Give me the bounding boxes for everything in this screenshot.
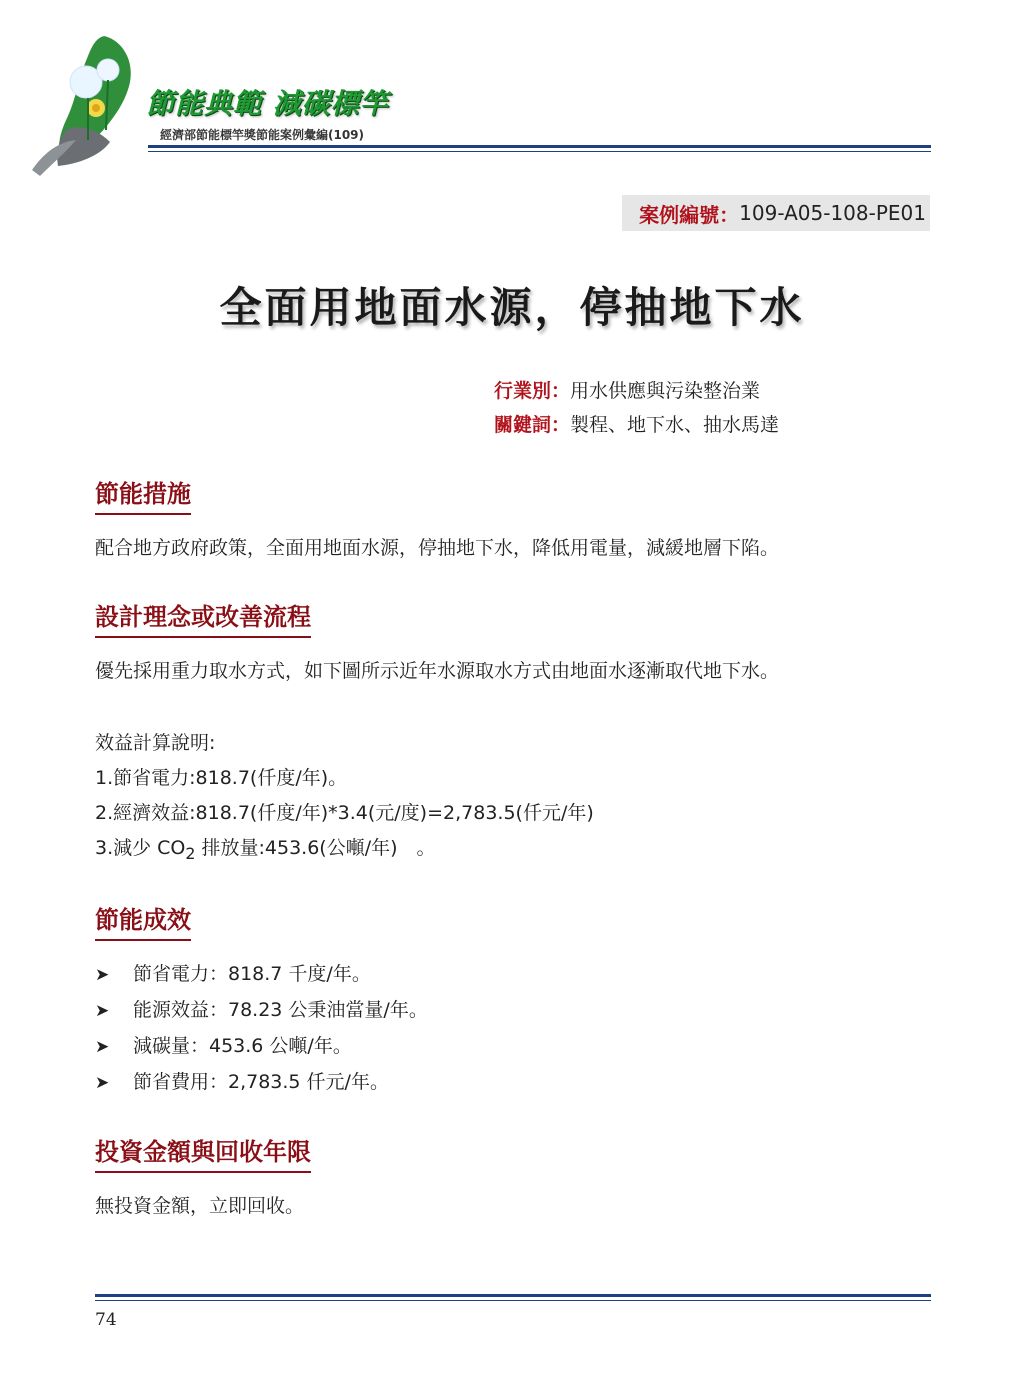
arrow-bullet-icon: ➤ (95, 1001, 110, 1021)
result-text: 節省電力：818.7 千度/年。 (133, 963, 371, 985)
measures-text: 配合地方政府政策，全面用地面水源，停抽地下水，降低用電量，減緩地層下陷。 (95, 537, 780, 559)
calc-title: 效益計算說明: (95, 732, 216, 754)
keywords-value: 製程、地下水、抽水馬達 (570, 414, 780, 436)
result-text: 節省費用：2,783.5 仟元/年。 (133, 1071, 389, 1093)
list-item (95, 959, 371, 986)
section-heading-design: 設計理念或改善流程 (95, 597, 311, 638)
list-item (95, 1067, 389, 1094)
calc-line-2: 2.經濟效益:818.7(仟度/年)*3.4(元/度)=2,783.5(仟元/年) (95, 802, 594, 824)
case-number-value: 109-A05-108-PE01 (739, 201, 926, 225)
calc-line-1: 1.節省電力:818.7(仟度/年)。 (95, 767, 348, 789)
header-subtitle: 經濟部節能標竿獎節能案例彙編(109) (160, 128, 365, 142)
industry-label: 行業別： (494, 380, 571, 402)
header-divider (148, 145, 931, 148)
case-number (622, 195, 930, 231)
keywords-row (494, 410, 779, 437)
footer-divider-thin (95, 1300, 931, 1301)
design-text: 優先採用重力取水方式，如下圖所示近年水源取水方式由地面水逐漸取代地下水。 (95, 660, 780, 682)
section-heading-results: 節能成效 (95, 900, 191, 941)
result-text: 減碳量：453.6 公噸/年。 (133, 1035, 352, 1057)
calc-line-3-pre: 3.減少 CO (95, 837, 186, 859)
investment-text: 無投資金額，立即回收。 (95, 1195, 305, 1217)
case-number-label: 案例編號： (639, 202, 740, 227)
calc-line-3-post: 排放量:453.6(公噸/年) 。 (195, 837, 436, 859)
list-item (95, 1031, 352, 1058)
header-divider-thin (148, 151, 931, 152)
result-text: 能源效益：78.23 公秉油當量/年。 (133, 999, 428, 1021)
calc-line-3 (95, 833, 436, 863)
section-heading-measures: 節能措施 (95, 474, 191, 515)
industry-value: 用水供應與污染整治業 (570, 380, 761, 402)
keywords-label: 關鍵詞： (494, 414, 571, 436)
list-item (95, 995, 428, 1022)
arrow-bullet-icon: ➤ (95, 1073, 110, 1093)
footer-divider (95, 1294, 931, 1297)
taiwan-dandelion-logo (26, 30, 156, 180)
calc-line-3-subscript: 2 (185, 843, 196, 863)
arrow-bullet-icon: ➤ (95, 1037, 110, 1057)
page-number: 74 (95, 1310, 117, 1330)
brand-title: 節能典範 減碳標竿 (146, 87, 389, 120)
arrow-bullet-icon: ➤ (95, 965, 110, 985)
section-heading-investment: 投資金額與回收年限 (95, 1132, 311, 1173)
page-title: 全面用地面水源，停抽地下水 (219, 283, 805, 332)
industry-row (494, 376, 760, 403)
